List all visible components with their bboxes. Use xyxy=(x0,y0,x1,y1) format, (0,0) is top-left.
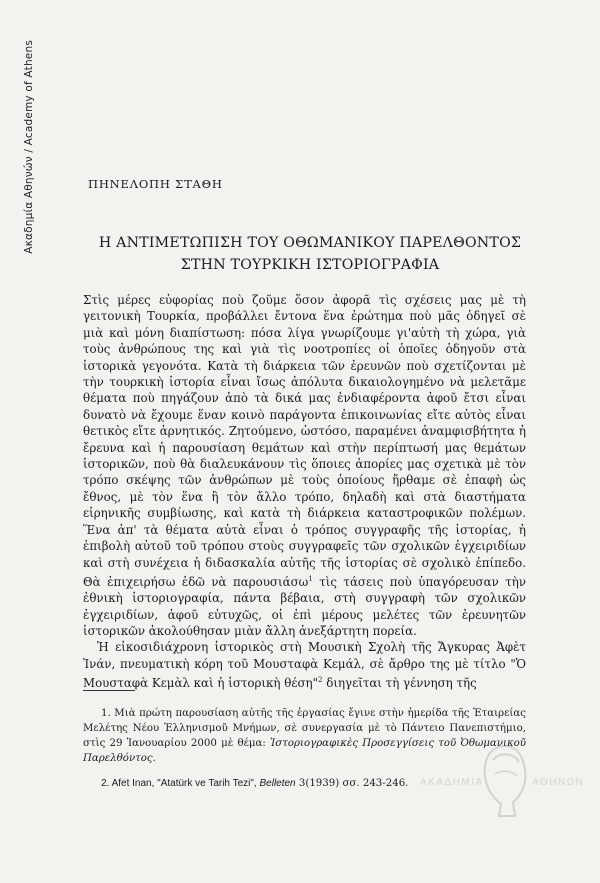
paragraph-1-text-b: τὶς τάσεις ποὺ ὑπαγόρευσαν τὴν ἐθνικὴ ἱστοριογραφία, πάντα βέβαια, στὴ συγγραφὴ τῶν σχολικῶν ἐγχειριδίων, ἀφοῦ εὐτυχῶς, οἱ ἐπὶ μέρους μελέτες τῶν ἐρευνητῶν ἱστορικῶν ἀκολούθησαν μιὰν ἄλλη ἀνεξάρτητη πορεία. xyxy=(83,574,526,639)
archive-sidebar-label xyxy=(20,40,38,254)
paragraph-2 xyxy=(83,639,526,691)
footnote-1-text: 1. Μιὰ πρώτη παρουσίαση αὐτῆς τῆς ἐργασίας ἔγινε στὴν ἡμερίδα τῆς Ἑταιρείας Μελέτης Νέου Ἑλληνισμοῦ Μνήμων, σὲ συνεργασία μὲ τὸ Πάντειο Πανεπιστήμιο, στὶς 29 Ἰανουαρίου 2000 μὲ θέμα: xyxy=(83,708,526,749)
watermark-left-text: ΑΚΑΔΗΜΙΑ xyxy=(420,777,484,788)
footnote-ref-1: 1 xyxy=(308,574,313,583)
footnote-divider xyxy=(83,690,135,691)
footnote-2-text: 2. Afet Inan, "Atatürk ve Tarih Tezi", xyxy=(101,778,260,789)
article-body xyxy=(83,292,526,692)
footnote-2-journal: Belleten xyxy=(259,778,296,789)
archive-label-text: Ακαδημία Αθηνών / Academy of Athens xyxy=(23,40,35,254)
athena-head-icon xyxy=(475,740,535,820)
paragraph-1 xyxy=(83,292,526,639)
author-name: ΠΗΝΕΛΟΠΗ ΣΤΑΘΗ xyxy=(88,177,223,191)
article-title xyxy=(60,232,560,276)
academy-watermark xyxy=(420,740,590,830)
paragraph-2-text-a: Ἡ εἰκοσιδιάχρονη ἱστορικὸς στὴ Μουσικὴ Σχολὴ τῆς Ἄγκυρας Ἀφὲτ Ἰνάν, πνευματικὴ κόρη τοῦ Μουσταφὰ Κεμάλ, σὲ ἄρθρο της μὲ τίτλο "Ὁ Μουσταφὰ Κεμὰλ καὶ ἡ ἱστορικὴ θέση" xyxy=(83,640,526,691)
title-line-1: Η ΑΝΤΙΜΕΤΩΠΙΣΗ ΤΟΥ ΟΘΩΜΑΝΙΚΟΥ ΠΑΡΕΛΘΟΝΤΟΣ xyxy=(98,235,522,251)
footnote-1-italic: Ἱστοριογραφικὲς Προσεγγίσεις τοῦ Ὀθωμανικοῦ Παρελθόντος. xyxy=(83,738,526,764)
footnote-2-pages: 3(1939) σσ. 243-246. xyxy=(295,778,409,789)
title-line-2: ΣΤΗΝ ΤΟΥΡΚΙΚΗ ΙΣΤΟΡΙΟΓΡΑΦΙΑ xyxy=(180,257,440,273)
paragraph-2-text-b: διηγεῖται τὴ γέννηση τῆς xyxy=(322,676,477,691)
footnote-ref-2: 2 xyxy=(318,676,323,685)
watermark-right-text: ΑΘΗΝΩΝ xyxy=(532,777,585,788)
paragraph-1-text-a: Στὶς μέρες εὐφορίας ποὺ ζοῦμε ὅσον ἀφορᾶ τὶς σχέσεις μας μὲ τὴ γειτονικὴ Τουρκία, προβάλλει ἔντονα ἕνα ἐρώτημα ποὺ μᾶς ὁδηγεῖ σὲ μιὰ καὶ μόνη διαπίστωση: πόσα λίγα γνωρίζουμε γι'αὐτὴ τὴ χώρα, γιὰ τοὺς ἀνθρώπους της καὶ γιὰ τὶς νοοτροπίες οἱ ὁποῖες ὁδηγοῦν στὰ ἱστορικὰ γεγονότα. Κατὰ τὴ διάρκεια τῶν ἐρευνῶν ποὺ σχετίζονται μὲ τὴν τουρκικὴ ἱστορία εἶναι ἴσως ἀπόλυτα δικαιολογημένο νὰ μελετᾶμε θέματα ποὺ πηγάζουν ἀπὸ τὰ δικά μας ἐνδιαφέροντα ἀφοῦ ἔτσι εἶναι δυνατὸ νὰ ἔχουμε ἕναν κοινὸ παράγοντα ἐπικοινωνίας εἴτε αὐτὸς εἶναι θετικὸς εἴτε ἀρνητικός. Ζητούμενο, ὡστόσο, παραμένει ἀναμφισβήτητα ἡ ἔρευνα καὶ ἡ παρουσίαση θεμάτων καὶ στὴν περίπτωσή μας θεμάτων ἱστορικῶν, ποὺ θὰ διαλευκάνουν τὶς ὅποιες ἀπορίες μας σχετικὰ μὲ τὸν τρόπο σκέψης τῶν ἀνθρώπων μὲ τοὺς ὁποίους ἤρθαμε σὲ ἐπαφὴ ὡς ἔθνος, μὲ τὸν ἕνα ἢ τὸν ἄλλο τρόπο, δηλαδὴ καὶ στὰ διαστήματα εἰρηνικῆς συμβίωσης, καὶ κατὰ τὴ διάρκεια καταστροφικῶν πολέμων. Ἕνα ἀπ' τὰ θέματα αὐτὰ εἶναι ὁ τρόπος συγγραφῆς τῆς ἱστορίας, ἡ ἐπιβολὴ αὐτοῦ τοῦ τρόπου στοὺς συγγραφεῖς τῶν σχολικῶν ἐγχειριδίων καὶ στὴ συνέχεια ἡ διδασκαλία αὐτῆς τῆς ἱστορίας σὲ σχολικὸ ἐπίπεδο. Θὰ ἐπιχειρήσω ἐδῶ νὰ παρουσιάσω xyxy=(83,293,526,589)
